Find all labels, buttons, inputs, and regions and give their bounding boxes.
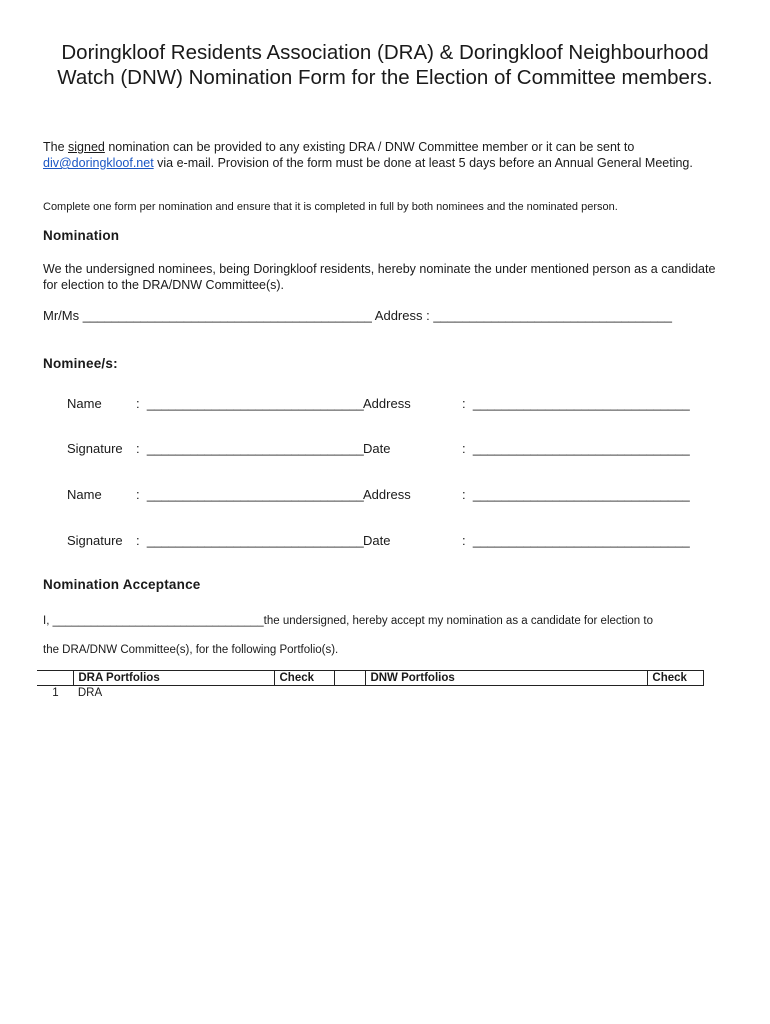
- table-header-number: [37, 671, 74, 686]
- acceptance-text-line1[interactable]: I, _________________________________the undersigned, hereby accept my nomination as a candidate for election to: [43, 615, 653, 627]
- table-header-dra: DRA Portfolios: [74, 671, 275, 686]
- nominee-field-line[interactable]: : ______________________________: [462, 441, 690, 456]
- nominee-field-label: Name: [67, 396, 102, 411]
- nominee-field-line[interactable]: : ______________________________: [136, 396, 364, 411]
- nominee-field-line[interactable]: : ______________________________: [136, 487, 364, 502]
- table-cell-check[interactable]: [275, 686, 335, 701]
- table-header-check: Check: [648, 671, 704, 686]
- table-header-dnw: DNW Portfolios: [366, 671, 648, 686]
- nominee-field-label: Address: [363, 487, 411, 502]
- table-cell-number: 1: [52, 687, 59, 699]
- instruction-text: Complete one form per nomination and ensure that it is completed in full by both nominees and the nominated person.: [43, 201, 618, 213]
- intro-pre: The: [43, 140, 69, 154]
- nomination-text: We the undersigned nominees, being Doringkloof residents, hereby nominate the under mentioned person as a candidate for election to the DRA/DNW Committee(s).: [43, 262, 716, 292]
- table-header-check: Check: [275, 671, 335, 686]
- table-cell-spacer: [335, 686, 366, 701]
- intro-paragraph: [43, 139, 733, 171]
- email-link[interactable]: div@doringkloof.net: [43, 156, 154, 170]
- table-cell-dnw: [366, 686, 648, 701]
- nominee-field-label: Name: [67, 487, 102, 502]
- nominee-field-label: Signature: [67, 533, 123, 548]
- table-cell-check[interactable]: [648, 686, 704, 701]
- nominee-field-label: Address: [363, 396, 411, 411]
- nominee-field-line[interactable]: : ______________________________: [462, 533, 690, 548]
- nomination-heading: Nomination: [43, 228, 120, 243]
- table-header-row: [37, 671, 704, 686]
- nominee-field-line[interactable]: : ______________________________: [136, 533, 364, 548]
- intro-post: via e-mail. Provision of the form must be done at least 5 days before an Annual General Meeting.: [153, 156, 693, 170]
- acceptance-heading: Nomination Acceptance: [43, 577, 201, 592]
- table-header-spacer: [335, 671, 366, 686]
- form-title: Doringkloof Residents Association (DRA) & Doringkloof Neighbourhood Watch (DNW) Nomination Form for the Election of Committee members.: [57, 41, 713, 89]
- nominee-field-line[interactable]: : ______________________________: [136, 441, 364, 456]
- table-row: [37, 686, 704, 701]
- nominated-person-line[interactable]: Mr/Ms ________________________________________ Address : _________________________________: [43, 308, 672, 323]
- nominees-heading: Nominee/s:: [43, 356, 118, 371]
- nominee-field-label: Signature: [67, 441, 123, 456]
- portfolio-table: [37, 670, 704, 700]
- intro-mid: nomination can be provided to any existing DRA / DNW Committee member or it can be sent to: [104, 140, 635, 154]
- nominee-field-line[interactable]: : ______________________________: [462, 487, 690, 502]
- signed-word: signed: [68, 140, 105, 154]
- table-cell-dra: DRA: [77, 687, 103, 699]
- nominee-field-label: Date: [363, 533, 391, 548]
- nominee-field-line[interactable]: : ______________________________: [462, 396, 690, 411]
- acceptance-text-line2: the DRA/DNW Committee(s), for the following Portfolio(s).: [43, 644, 339, 656]
- nominee-field-label: Date: [363, 441, 391, 456]
